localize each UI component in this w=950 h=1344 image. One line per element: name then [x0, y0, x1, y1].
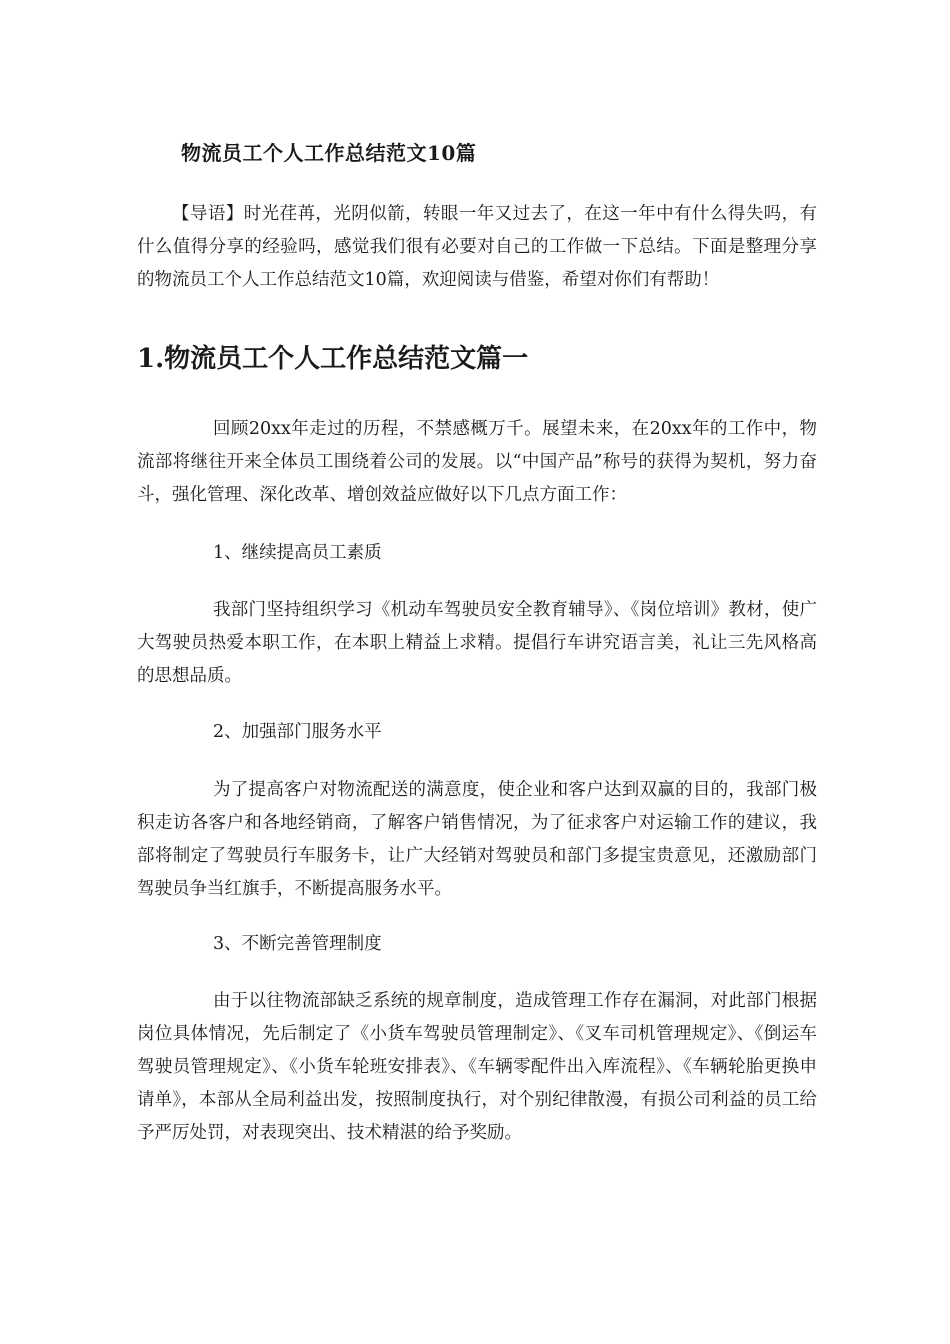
subheading-1: 1、继续提高员工素质 — [213, 543, 382, 563]
document-title: 物流员工个人工作总结范文10篇 — [181, 141, 477, 165]
paragraph-2: 为了提高客户对物流配送的满意度，使企业和客户达到双赢的目的，我部门极积走访各客户和各地经销商，了解客户销售情况，为了征求客户对运输工作的建议，我部将制定了驾驶员行车服务卡，让广大经销对驾驶员和部门多提宝贵意见，还激励部门驾驶员争当红旗手，不断提高服务水平。 — [137, 780, 817, 899]
paragraph-3: 由于以往物流部缺乏系统的规章制度，造成管理工作存在漏洞，对此部门根据岗位具体情况，先后制定了《小货车驾驶员管理制定》、《叉车司机管理规定》、《倒运车驾驶员管理规定》、《小货车轮班安排表》、《车辆零配件出入库流程》、《车辆轮胎更换申请单》，本部从全局利益出发，按照制度执行，对个别纪律散漫，有损公司利益的员工给予严厉处罚，对表现突出、技术精湛的给予奖励。 — [137, 991, 817, 1143]
section-opening-paragraph: 回顾20xx年走过的历程，不禁感概万千。展望未来，在20xx年的工作中，物流部将继往开来全体员工围绕着公司的发展。以“中国产品”称号的获得为契机，努力奋斗，强化管理、深化改革、增创效益应做好以下几点方面工作： — [137, 419, 817, 505]
section-heading: 1.物流员工个人工作总结范文篇一 — [137, 344, 529, 374]
subheading-2: 2、加强部门服务水平 — [213, 722, 382, 742]
subheading-3: 3、不断完善管理制度 — [213, 934, 382, 954]
intro-paragraph: 【导语】时光荏苒，光阴似箭，转眼一年又过去了，在这一年中有什么得失吗，有什么值得分享的经验吗，感觉我们很有必要对自己的工作做一下总结。下面是整理分享的物流员工个人工作总结范文10篇，欢迎阅读与借鉴，希望对你们有帮助！ — [137, 204, 817, 290]
paragraph-1: 我部门坚持组织学习《机动车驾驶员安全教育辅导》、《岗位培训》教材，使广大驾驶员热爱本职工作，在本职上精益上求精。提倡行车讲究语言美，礼让三先风格高的思想品质。 — [137, 600, 817, 686]
